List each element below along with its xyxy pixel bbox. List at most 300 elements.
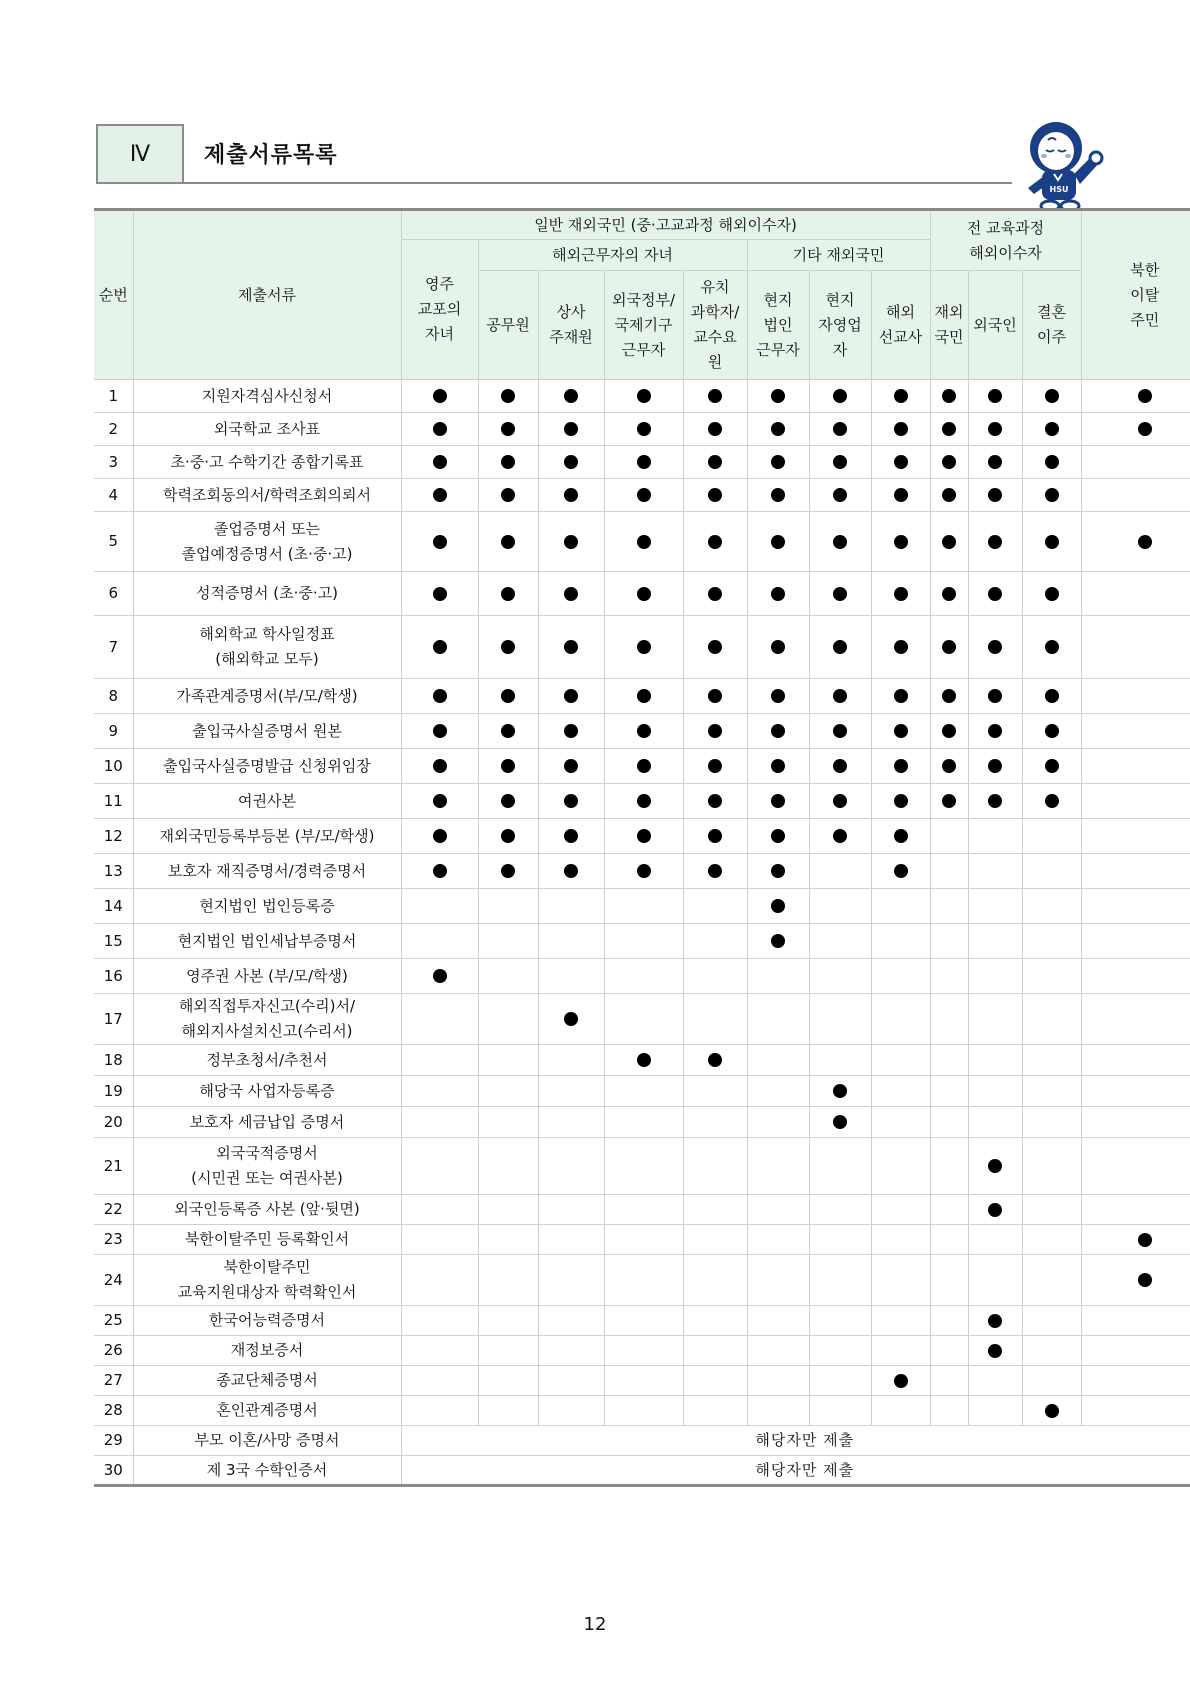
mark-cell (683, 1306, 747, 1336)
document-name (133, 1045, 401, 1076)
mark-cell (1081, 1076, 1190, 1107)
mark-cell (604, 1107, 683, 1138)
document-name (133, 413, 401, 446)
required-dot-icon (708, 724, 722, 738)
row-number: 19 (94, 1076, 133, 1107)
required-dot-icon (894, 759, 908, 773)
mark-cell (871, 1336, 930, 1366)
mark-cell (968, 994, 1022, 1045)
document-name-line: 졸업예정증명서 (초·중·고) (181, 544, 353, 563)
section-number: Ⅳ (129, 141, 151, 167)
mark-cell (968, 679, 1022, 714)
mark-cell (478, 679, 538, 714)
required-dot-icon (1045, 455, 1059, 469)
mark-cell (747, 714, 809, 749)
mark-cell (478, 572, 538, 616)
required-dot-icon (708, 829, 722, 843)
mascot-icon (1020, 118, 1106, 214)
mark-cell (930, 1396, 968, 1426)
mark-cell (478, 1336, 538, 1366)
mark-cell (809, 819, 871, 854)
table-row (94, 1426, 1190, 1456)
required-dot-icon (833, 724, 847, 738)
document-name-line: 지원자격심사신청서 (201, 386, 333, 405)
mark-cell (1081, 679, 1190, 714)
row-number: 20 (94, 1107, 133, 1138)
required-dot-icon (1045, 689, 1059, 703)
mark-cell (1022, 380, 1081, 413)
table-row (94, 1045, 1190, 1076)
document-name-line: 영주권 사본 (부/모/학생) (186, 966, 348, 985)
document-name (133, 479, 401, 512)
required-dot-icon (771, 899, 785, 913)
mark-cell (968, 959, 1022, 994)
mark-cell (1081, 1336, 1190, 1366)
table-row (94, 679, 1190, 714)
mark-cell (1081, 380, 1190, 413)
required-dot-icon (833, 535, 847, 549)
mark-cell (930, 572, 968, 616)
mark-cell (401, 784, 478, 819)
required-dot-icon (1045, 724, 1059, 738)
mark-cell (747, 959, 809, 994)
mark-cell (401, 1225, 478, 1255)
document-name-line: 부모 이혼/사망 증명서 (194, 1431, 340, 1449)
required-dot-icon (637, 759, 651, 773)
mark-cell (538, 1225, 604, 1255)
required-dot-icon (637, 640, 651, 654)
row-number: 12 (94, 819, 133, 854)
mark-cell (930, 749, 968, 784)
document-name-line: 종교단체증명서 (216, 1371, 318, 1389)
mark-cell (538, 446, 604, 479)
mark-cell (809, 924, 871, 959)
row-number: 13 (94, 854, 133, 889)
document-name (133, 679, 401, 714)
required-dot-icon (988, 640, 1002, 654)
required-dot-icon (1045, 794, 1059, 808)
mark-cell (930, 479, 968, 512)
mark-cell (1081, 1366, 1190, 1396)
mark-cell (538, 1138, 604, 1195)
mark-cell (1022, 889, 1081, 924)
mark-cell (747, 1366, 809, 1396)
mark-cell (871, 1255, 930, 1306)
mark-cell (809, 1336, 871, 1366)
mark-cell (683, 380, 747, 413)
required-dot-icon (564, 535, 578, 549)
document-name (133, 959, 401, 994)
document-name-line: 성적증명서 (초·중·고) (196, 584, 338, 602)
mark-cell (478, 1396, 538, 1426)
required-dot-icon (1045, 587, 1059, 601)
required-dot-icon (771, 689, 785, 703)
mark-cell (683, 1076, 747, 1107)
mark-cell (604, 679, 683, 714)
mark-cell (809, 1366, 871, 1396)
mark-cell (683, 1107, 747, 1138)
document-name-line: 초·중·고 수학기간 종합기록표 (170, 452, 364, 471)
header-overseas-worker-group: 해외근무자의 자녀 (478, 240, 747, 271)
mark-cell (604, 924, 683, 959)
mark-cell (401, 1366, 478, 1396)
required-dot-icon (833, 1115, 847, 1129)
mark-cell (1081, 1255, 1190, 1306)
required-dot-icon (433, 969, 447, 983)
header-col-civil-servant: 공무원 (478, 271, 538, 380)
mark-cell (930, 819, 968, 854)
required-dot-icon (501, 689, 515, 703)
required-dot-icon (833, 829, 847, 843)
header-col-missionary: 해외 선교사 (871, 271, 930, 380)
document-name-line: 북한이탈주민 (223, 1258, 311, 1276)
mark-cell (478, 819, 538, 854)
required-dot-icon (501, 535, 515, 549)
mark-cell (809, 616, 871, 679)
table-row (94, 994, 1190, 1045)
mark-cell (1022, 959, 1081, 994)
mark-cell (747, 1396, 809, 1426)
required-dot-icon (637, 535, 651, 549)
mark-cell (478, 959, 538, 994)
required-dot-icon (1138, 389, 1152, 403)
required-dot-icon (433, 389, 447, 403)
mark-cell (747, 819, 809, 854)
mark-cell (968, 1366, 1022, 1396)
mark-cell (401, 1076, 478, 1107)
mark-cell (478, 512, 538, 572)
row-number: 1 (94, 380, 133, 413)
document-name-line: 해외학교 학사일정표 (199, 625, 335, 643)
mark-cell (604, 413, 683, 446)
required-dot-icon (637, 389, 651, 403)
required-dot-icon (637, 422, 651, 436)
mark-cell (747, 784, 809, 819)
header-col-foreign-gov: 외국정부/ 국제기구 근무자 (604, 271, 683, 380)
required-dot-icon (942, 724, 956, 738)
header-col-overseas-korean: 재외 국민 (930, 271, 968, 380)
mark-cell (809, 1306, 871, 1336)
mark-cell (478, 784, 538, 819)
mark-cell (1022, 1396, 1081, 1426)
mark-cell (871, 572, 930, 616)
row-number: 4 (94, 479, 133, 512)
mark-cell (968, 1396, 1022, 1426)
table-row (94, 1076, 1190, 1107)
row-number: 9 (94, 714, 133, 749)
required-dot-icon (564, 640, 578, 654)
document-name (133, 994, 401, 1045)
required-dot-icon (501, 864, 515, 878)
mark-cell (401, 924, 478, 959)
mark-cell (747, 1336, 809, 1366)
mark-cell (747, 679, 809, 714)
document-name (133, 1255, 401, 1306)
required-dot-icon (564, 1012, 578, 1026)
mark-cell (809, 679, 871, 714)
mark-cell (538, 784, 604, 819)
mark-cell (401, 572, 478, 616)
mark-cell (683, 1336, 747, 1366)
mark-cell (930, 994, 968, 1045)
mark-cell (968, 889, 1022, 924)
mark-cell (683, 819, 747, 854)
mark-cell (604, 1255, 683, 1306)
mark-cell (1022, 924, 1081, 959)
document-name-line: 보호자 세금납입 증명서 (189, 1112, 345, 1131)
required-dot-icon (501, 829, 515, 843)
required-dot-icon (501, 794, 515, 808)
mark-cell (401, 959, 478, 994)
required-dot-icon (1045, 389, 1059, 403)
document-table (94, 208, 1190, 1487)
mark-cell (538, 572, 604, 616)
required-dot-icon (894, 724, 908, 738)
mark-cell (1022, 512, 1081, 572)
mark-cell (604, 819, 683, 854)
mark-cell (1081, 1225, 1190, 1255)
mark-cell (1081, 1195, 1190, 1225)
required-dot-icon (942, 488, 956, 502)
mark-cell (538, 889, 604, 924)
document-name-line: 출입국사실증명서 원본 (192, 721, 342, 740)
mark-cell (747, 512, 809, 572)
required-dot-icon (833, 422, 847, 436)
mark-cell (538, 1255, 604, 1306)
document-name-line: 재외국민등록부등본 (부/모/학생) (159, 826, 375, 845)
mark-cell (930, 1195, 968, 1225)
required-dot-icon (942, 759, 956, 773)
mark-cell (683, 924, 747, 959)
mark-cell (1081, 854, 1190, 889)
row-number: 22 (94, 1195, 133, 1225)
mark-cell (478, 1138, 538, 1195)
mark-cell (478, 1045, 538, 1076)
required-dot-icon (637, 689, 651, 703)
required-dot-icon (942, 422, 956, 436)
mark-cell (683, 616, 747, 679)
mark-cell (930, 889, 968, 924)
mark-cell (871, 479, 930, 512)
mark-cell (604, 479, 683, 512)
row-number: 11 (94, 784, 133, 819)
required-dot-icon (1045, 759, 1059, 773)
required-dot-icon (637, 829, 651, 843)
document-name-line: 외국학교 조사표 (213, 419, 321, 438)
required-dot-icon (433, 829, 447, 843)
required-dot-icon (708, 1053, 722, 1067)
header-general-group: 일반 재외국민 (중·고교과정 해외이수자) (401, 210, 930, 240)
mark-cell (478, 714, 538, 749)
document-name-line: 해외직접투자신고(수리)서/ (178, 997, 356, 1015)
table-row (94, 714, 1190, 749)
document-name-line: 한국어능력증명서 (209, 1311, 325, 1329)
mark-cell (1081, 784, 1190, 819)
document-name-line: (해외학교 모두) (215, 650, 319, 668)
mark-cell (1022, 479, 1081, 512)
mark-cell (968, 1045, 1022, 1076)
mark-cell (930, 784, 968, 819)
mark-cell (747, 616, 809, 679)
row-number: 28 (94, 1396, 133, 1426)
document-name-line: 북한이탈주민 등록확인서 (184, 1230, 350, 1248)
document-name (133, 1138, 401, 1195)
mark-cell (930, 616, 968, 679)
mark-cell (604, 380, 683, 413)
required-dot-icon (637, 864, 651, 878)
document-name (133, 714, 401, 749)
mark-cell (968, 1336, 1022, 1366)
row-number: 30 (94, 1456, 133, 1486)
mark-cell (538, 616, 604, 679)
document-name-line: 재정보증서 (230, 1341, 304, 1359)
mark-cell (604, 512, 683, 572)
required-dot-icon (988, 422, 1002, 436)
mark-cell (871, 1195, 930, 1225)
required-dot-icon (988, 455, 1002, 469)
required-dot-icon (708, 389, 722, 403)
mark-cell (401, 714, 478, 749)
required-dot-icon (988, 1159, 1002, 1173)
mark-cell (871, 994, 930, 1045)
mark-cell (809, 749, 871, 784)
table-row (94, 1456, 1190, 1486)
mark-cell (930, 1366, 968, 1396)
mark-cell (1022, 819, 1081, 854)
required-dot-icon (433, 759, 447, 773)
table-row (94, 572, 1190, 616)
required-dot-icon (501, 587, 515, 601)
mark-cell (871, 714, 930, 749)
mark-cell (1022, 1195, 1081, 1225)
mark-cell (538, 380, 604, 413)
required-dot-icon (708, 455, 722, 469)
mark-cell (401, 1138, 478, 1195)
mark-cell (401, 854, 478, 889)
mark-cell (683, 1045, 747, 1076)
mark-cell (871, 512, 930, 572)
mark-cell (683, 479, 747, 512)
header-col-local-corp: 현지 법인 근무자 (747, 271, 809, 380)
mark-cell (604, 749, 683, 784)
required-dot-icon (942, 455, 956, 469)
row-number: 23 (94, 1225, 133, 1255)
required-dot-icon (637, 1053, 651, 1067)
mark-cell (968, 1138, 1022, 1195)
required-dot-icon (942, 689, 956, 703)
mark-cell (809, 413, 871, 446)
mark-cell (538, 1366, 604, 1396)
mark-cell (604, 572, 683, 616)
mark-cell (1022, 446, 1081, 479)
mark-cell (604, 1396, 683, 1426)
header-col-marriage: 결혼 이주 (1022, 271, 1081, 380)
required-dot-icon (637, 794, 651, 808)
mark-cell (683, 854, 747, 889)
document-name-line: 해외지사설치신고(수리서) (181, 1022, 353, 1040)
header-nk: 북한 이탈 주민 (1081, 210, 1190, 380)
mark-cell (683, 1138, 747, 1195)
mark-cell (401, 446, 478, 479)
document-name (133, 889, 401, 924)
required-dot-icon (1045, 422, 1059, 436)
mark-cell (401, 479, 478, 512)
required-dot-icon (771, 829, 785, 843)
required-dot-icon (833, 1084, 847, 1098)
mark-cell (683, 749, 747, 784)
mark-cell (1022, 854, 1081, 889)
mark-cell (871, 380, 930, 413)
mark-cell (747, 446, 809, 479)
required-dot-icon (771, 864, 785, 878)
required-dot-icon (708, 864, 722, 878)
mark-cell (604, 714, 683, 749)
required-dot-icon (894, 389, 908, 403)
mark-cell (478, 1255, 538, 1306)
mark-cell (1022, 1045, 1081, 1076)
required-dot-icon (708, 794, 722, 808)
mark-cell (538, 1045, 604, 1076)
required-dot-icon (771, 422, 785, 436)
table-row (94, 1396, 1190, 1426)
mark-cell (871, 446, 930, 479)
mark-cell (1081, 446, 1190, 479)
mark-cell (683, 959, 747, 994)
mark-cell (1081, 616, 1190, 679)
mark-cell (968, 819, 1022, 854)
mark-cell (478, 1225, 538, 1255)
document-name (133, 749, 401, 784)
required-dot-icon (894, 1374, 908, 1388)
mark-cell (968, 446, 1022, 479)
required-dot-icon (637, 724, 651, 738)
mark-cell (1081, 994, 1190, 1045)
document-name-line: (시민권 또는 여권사본) (191, 1169, 343, 1187)
mark-cell (930, 1225, 968, 1255)
mark-cell (809, 479, 871, 512)
mark-cell (930, 1336, 968, 1366)
mark-cell (478, 854, 538, 889)
mark-cell (930, 512, 968, 572)
mark-cell (478, 924, 538, 959)
required-dot-icon (708, 759, 722, 773)
header-col-foreigner: 외국인 (968, 271, 1022, 380)
required-dot-icon (833, 759, 847, 773)
table-row (94, 446, 1190, 479)
table-row (94, 1138, 1190, 1195)
mark-cell (930, 380, 968, 413)
mark-cell (604, 784, 683, 819)
mark-cell (747, 924, 809, 959)
mark-cell (747, 994, 809, 1045)
mark-cell (871, 616, 930, 679)
document-name-line: 졸업증명서 또는 (213, 519, 321, 538)
required-dot-icon (771, 934, 785, 948)
table-row (94, 1195, 1190, 1225)
required-dot-icon (988, 488, 1002, 502)
mark-cell (401, 380, 478, 413)
mark-cell (930, 854, 968, 889)
table-row (94, 924, 1190, 959)
mark-cell (478, 1195, 538, 1225)
required-dot-icon (564, 864, 578, 878)
mark-cell (538, 512, 604, 572)
mark-cell (968, 413, 1022, 446)
required-dot-icon (1045, 640, 1059, 654)
mark-cell (604, 1138, 683, 1195)
required-dot-icon (501, 422, 515, 436)
mark-cell (871, 924, 930, 959)
